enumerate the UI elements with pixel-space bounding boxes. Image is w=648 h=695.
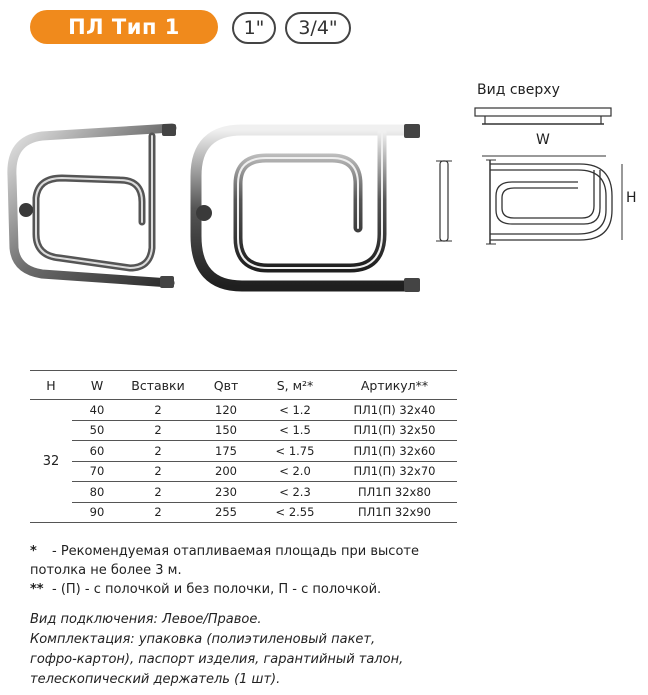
package-contents-1: Комплектация: упаковка (полиэтиленовый пакет, (30, 632, 376, 647)
cell-article: ПЛ1(П) 32x40 (332, 400, 457, 421)
cell-w: 40 (72, 400, 122, 421)
col-article: Артикул** (332, 371, 457, 400)
footnote-1 (30, 542, 630, 561)
cell-w: 90 (72, 502, 122, 523)
product-details (30, 610, 630, 690)
col-power: Qвт (194, 371, 258, 400)
towel-dryer-photo-angled (2, 118, 182, 298)
cell-power: 200 (194, 461, 258, 482)
cell-power: 230 (194, 482, 258, 503)
size-option-1inch: 1" (232, 12, 276, 44)
spec-table (30, 370, 457, 523)
footnote-2 (30, 580, 630, 599)
product-title: ПЛ Тип 1 (30, 10, 218, 44)
height-label: H (626, 190, 637, 206)
footnote-1-text: - Рекомендуемая отапливаемая площадь при высоте (52, 544, 419, 559)
cell-article: ПЛ1(П) 32x60 (332, 441, 457, 462)
col-w: W (72, 371, 122, 400)
top-view-label: Вид сверху (477, 82, 560, 98)
package-contents-3: телескопический держатель (1 шт). (30, 672, 281, 687)
table-row (30, 482, 457, 503)
table-row (30, 461, 457, 482)
towel-dryer-photo-front (182, 118, 427, 298)
cell-area: < 1.5 (258, 420, 332, 441)
footnote-2-text: - (П) - с полочкой и без полочки, П - с полочкой. (52, 582, 382, 597)
cell-area: < 2.3 (258, 482, 332, 503)
package-contents-2: гофро-картон), паспорт изделия, гарантийный талон, (30, 652, 404, 667)
table-row (30, 441, 457, 462)
table-row (30, 420, 457, 441)
width-label: W (536, 132, 550, 148)
cell-power: 120 (194, 400, 258, 421)
footnotes (30, 542, 630, 599)
cell-power: 150 (194, 420, 258, 441)
cell-inserts: 2 (122, 420, 194, 441)
col-h: H (30, 371, 72, 400)
cell-inserts: 2 (122, 502, 194, 523)
cell-power: 255 (194, 502, 258, 523)
cell-article: ПЛ1(П) 32x70 (332, 461, 457, 482)
cell-inserts: 2 (122, 400, 194, 421)
schematic-drawing (430, 78, 640, 278)
cell-article: ПЛ1(П) 32x50 (332, 420, 457, 441)
table-row (30, 502, 457, 523)
col-inserts: Вставки (122, 371, 194, 400)
cell-area: < 1.2 (258, 400, 332, 421)
cell-article: ПЛ1П 32x80 (332, 482, 457, 503)
connection-type: Вид подключения: Левое/Правое. (30, 612, 262, 627)
footnote-1-continuation: потолка не более 3 м. (30, 563, 182, 578)
table-row (30, 400, 457, 421)
cell-article: ПЛ1П 32x90 (332, 502, 457, 523)
col-area: S, м²* (258, 371, 332, 400)
h-value-cell: 32 (30, 400, 72, 523)
cell-inserts: 2 (122, 461, 194, 482)
cell-inserts: 2 (122, 482, 194, 503)
cell-inserts: 2 (122, 441, 194, 462)
footnote-2-mark: ** (30, 582, 44, 597)
cell-area: < 2.55 (258, 502, 332, 523)
cell-area: < 1.75 (258, 441, 332, 462)
cell-area: < 2.0 (258, 461, 332, 482)
cell-w: 60 (72, 441, 122, 462)
footnote-1-mark: * (30, 544, 37, 559)
cell-w: 50 (72, 420, 122, 441)
table-header-row (30, 371, 457, 400)
cell-power: 175 (194, 441, 258, 462)
size-option-3-4inch: 3/4" (285, 12, 351, 44)
cell-w: 70 (72, 461, 122, 482)
cell-w: 80 (72, 482, 122, 503)
